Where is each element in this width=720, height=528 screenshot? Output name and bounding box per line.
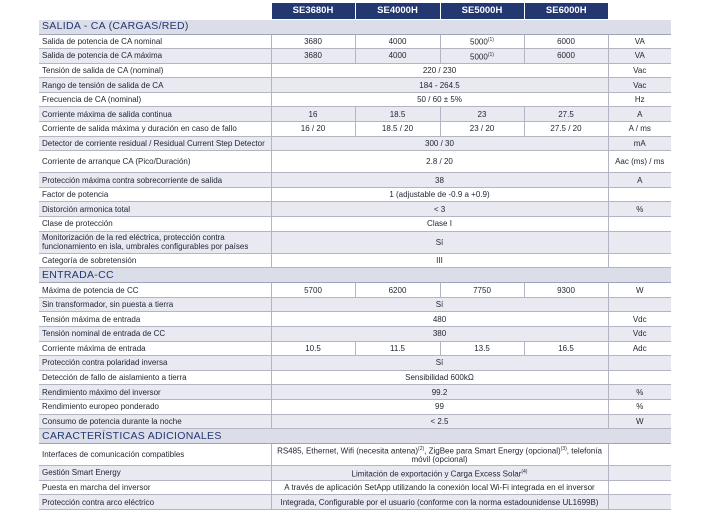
spec-value-text: 27.5 <box>558 109 574 119</box>
spec-value-text: 5000 <box>470 52 488 62</box>
spec-value-text: 23 / 20 <box>469 124 495 134</box>
spec-row <box>39 49 671 64</box>
spec-value-span: < 3 <box>271 202 608 217</box>
spec-row <box>39 202 671 217</box>
footnote-marker: (3) <box>560 445 567 452</box>
spec-value-span: 300 / 30 <box>271 136 608 151</box>
spec-unit <box>608 297 671 312</box>
spec-unit <box>608 466 671 481</box>
spec-value-text: 10.5 <box>305 343 321 353</box>
spec-label: Salida de potencia de CA nominal <box>39 34 271 49</box>
spec-label: Distorción armonica total <box>39 202 271 217</box>
spec-label: Protección contra arco eléctrico <box>39 495 271 510</box>
spec-value-span <box>271 444 608 466</box>
spec-value-span: Sí <box>271 356 608 371</box>
spec-row <box>39 187 671 202</box>
spec-unit: Vac <box>608 63 671 78</box>
spec-value <box>440 283 524 298</box>
spec-row <box>39 283 671 298</box>
spec-value-text: 23 <box>477 109 487 119</box>
spec-unit <box>608 187 671 202</box>
spec-label: Rendimiento europeo ponderado <box>39 399 271 414</box>
spec-label: Factor de potencia <box>39 187 271 202</box>
spec-unit <box>608 444 671 466</box>
spec-value-text: 9300 <box>557 285 575 295</box>
spec-sheet <box>39 3 671 510</box>
spec-label: Frecuencia de CA (nominal) <box>39 92 271 107</box>
spec-value <box>271 341 355 356</box>
spec-value-text: RS485, Ethernet, Wifi (necesita antena) <box>277 446 419 456</box>
spec-value-span: 184 - 264.5 <box>271 78 608 93</box>
spec-value-text: Limitación de exportación y Carga Excess Solar <box>351 469 522 479</box>
spec-unit <box>608 217 671 232</box>
spec-value-span: 99 <box>271 399 608 414</box>
spec-value <box>440 107 524 122</box>
spec-value <box>524 283 608 298</box>
spec-label: Rendimiento máximo del inversor <box>39 385 271 400</box>
spec-unit: Hz <box>608 92 671 107</box>
spec-row <box>39 297 671 312</box>
spec-row <box>39 253 671 268</box>
spec-unit: W <box>608 414 671 429</box>
model-header: SE3680H <box>271 3 355 19</box>
spec-value <box>271 283 355 298</box>
spec-unit <box>608 480 671 495</box>
spec-row <box>39 34 671 49</box>
section-title: SALIDA - CA (CARGAS/RED) <box>39 19 671 34</box>
section-header-row <box>39 429 671 444</box>
spec-label: Corriente máxima de salida continua <box>39 107 271 122</box>
spec-label: Corriente máxima de entrada <box>39 341 271 356</box>
spec-label: Monitorización de la red eléctrica, protección contra funcionamiento en isla, umbrales configurables por países <box>39 231 271 253</box>
spec-value-text: 6000 <box>557 51 575 61</box>
spec-unit <box>608 231 671 253</box>
spec-value-span: 380 <box>271 327 608 342</box>
spec-value-span: 220 / 230 <box>271 63 608 78</box>
spec-value-span: Sí <box>271 231 608 253</box>
spec-label: Detector de corriente residual / Residual Current Step Detector <box>39 136 271 151</box>
footnote-marker: (2) <box>418 445 425 452</box>
spec-unit: Aac (ms) / ms <box>608 151 671 173</box>
section-title: ENTRADA-CC <box>39 268 671 283</box>
spec-value-text: 3680 <box>304 36 322 46</box>
spec-label: Corriente de salida máxima y duración en caso de fallo <box>39 122 271 137</box>
spec-value-text: 16 <box>308 109 318 119</box>
spec-row <box>39 466 671 481</box>
spec-value-span: 2.8 / 20 <box>271 151 608 173</box>
spec-row <box>39 92 671 107</box>
spec-unit: VA <box>608 49 671 64</box>
spec-unit: % <box>608 202 671 217</box>
spec-value <box>355 122 440 137</box>
spec-label: Interfaces de comunicación compatibles <box>39 444 271 466</box>
spec-value-text: 11.5 <box>390 343 405 353</box>
spec-value-text: 5700 <box>304 285 322 295</box>
spec-value-text: 3680 <box>304 51 322 61</box>
spec-value-text: , telefonía móvil (opcional) <box>411 446 602 465</box>
spec-value <box>440 122 524 137</box>
spec-value <box>355 34 440 49</box>
spec-value-span: A través de aplicación SetApp utilizando la conexión local Wi-Fi integrada en el inversor <box>271 480 608 495</box>
spec-label: Categoría de sobretensión <box>39 253 271 268</box>
spec-value-span: 38 <box>271 173 608 188</box>
spec-value-text: 18.5 / 20 <box>381 124 414 134</box>
spec-value-span: Sí <box>271 297 608 312</box>
spec-value-text: 6200 <box>388 285 407 295</box>
spec-row <box>39 312 671 327</box>
spec-row <box>39 107 671 122</box>
spec-row <box>39 151 671 173</box>
spec-label: Corriente de arranque CA (Pico/Duración) <box>39 151 271 173</box>
spec-row <box>39 480 671 495</box>
spec-value-span: Clase I <box>271 217 608 232</box>
spec-value <box>440 49 524 64</box>
spec-value <box>355 49 440 64</box>
spec-value <box>440 34 524 49</box>
spec-row <box>39 231 671 253</box>
spec-value <box>524 107 608 122</box>
section-title: CARACTERÍSTICAS ADICIONALES <box>39 429 671 444</box>
spec-row <box>39 399 671 414</box>
model-header-row <box>39 3 671 19</box>
spec-row <box>39 341 671 356</box>
spec-row <box>39 370 671 385</box>
spec-value-span: 480 <box>271 312 608 327</box>
spec-label: Detección de fallo de aislamiento a tierra <box>39 370 271 385</box>
spec-unit: Vdc <box>608 312 671 327</box>
spec-row <box>39 173 671 188</box>
spec-label: Clase de protección <box>39 217 271 232</box>
spec-label: Sin transformador, sin puesta a tierra <box>39 297 271 312</box>
footnote-marker: (1) <box>487 51 494 58</box>
spec-value-span: Integrada, Configurable por el usuario (conforme con la norma estadounidense UL1699B) <box>271 495 608 510</box>
spec-row <box>39 414 671 429</box>
spec-value <box>355 107 440 122</box>
spec-label: Rango de tensión de salida de CA <box>39 78 271 93</box>
spec-label: Protección máxima contra sobrecorriente de salida <box>39 173 271 188</box>
model-header: SE5000H <box>440 3 524 19</box>
spec-unit: mA <box>608 136 671 151</box>
spec-unit: Vac <box>608 78 671 93</box>
spec-value-text: 4000 <box>388 36 407 46</box>
spec-unit: % <box>608 385 671 400</box>
spec-row <box>39 136 671 151</box>
spec-unit <box>608 370 671 385</box>
spec-unit: A <box>608 173 671 188</box>
header-blank-cell <box>39 3 271 19</box>
spec-value <box>524 122 608 137</box>
spec-unit: Vdc <box>608 327 671 342</box>
spec-value-text: 7750 <box>473 285 491 295</box>
spec-row <box>39 495 671 510</box>
spec-label: Tensión de salida de CA (nominal) <box>39 63 271 78</box>
spec-value-span: 1 (adjustable de -0.9 a +0.9) <box>271 187 608 202</box>
spec-row <box>39 122 671 137</box>
spec-unit: A <box>608 107 671 122</box>
section-header-row <box>39 19 671 34</box>
spec-unit: VA <box>608 34 671 49</box>
spec-label: Tensión nominal de entrada de CC <box>39 327 271 342</box>
spec-unit: W <box>608 283 671 298</box>
spec-label: Tensión máxima de entrada <box>39 312 271 327</box>
spec-label: Protección contra polaridad inversa <box>39 356 271 371</box>
spec-value-text: , ZigBee para Smart Energy (opcional) <box>424 446 561 456</box>
spec-row <box>39 385 671 400</box>
spec-row <box>39 63 671 78</box>
footnote-marker: (4) <box>521 468 528 475</box>
spec-row <box>39 78 671 93</box>
header-blank-cell <box>608 3 671 19</box>
spec-value-text: 13.5 <box>474 343 490 353</box>
spec-value <box>271 49 355 64</box>
spec-unit: % <box>608 399 671 414</box>
spec-label: Máxima de potencia de CC <box>39 283 271 298</box>
spec-value-text: 18.5 <box>389 109 406 119</box>
spec-value <box>271 107 355 122</box>
spec-value <box>524 49 608 64</box>
spec-value <box>355 283 440 298</box>
spec-label: Puesta en marcha del inversor <box>39 480 271 495</box>
spec-label: Consumo de potencia durante la noche <box>39 414 271 429</box>
spec-row <box>39 217 671 232</box>
spec-unit <box>608 253 671 268</box>
spec-value-text: 16 / 20 <box>300 124 326 134</box>
spec-value-span: 50 / 60 ± 5% <box>271 92 608 107</box>
spec-row <box>39 327 671 342</box>
spec-value-span: Sensibilidad 600kΩ <box>271 370 608 385</box>
spec-value <box>355 341 440 356</box>
spec-unit: Adc <box>608 341 671 356</box>
spec-value <box>524 341 608 356</box>
spec-unit <box>608 356 671 371</box>
spec-value-text: 5000 <box>470 37 488 47</box>
spec-row <box>39 356 671 371</box>
spec-value <box>271 34 355 49</box>
spec-unit: A / ms <box>608 122 671 137</box>
model-header: SE4000H <box>355 3 440 19</box>
spec-value-text: 6000 <box>557 36 575 46</box>
spec-value-span: < 2.5 <box>271 414 608 429</box>
footnote-marker: (1) <box>487 36 494 43</box>
spec-table <box>39 3 671 510</box>
spec-label: Salida de potencia de CA máxima <box>39 49 271 64</box>
spec-unit <box>608 495 671 510</box>
model-header: SE6000H <box>524 3 608 19</box>
spec-label: Gestión Smart Energy <box>39 466 271 481</box>
spec-value <box>440 341 524 356</box>
section-header-row <box>39 268 671 283</box>
spec-value-span <box>271 466 608 481</box>
spec-value-span: 99.2 <box>271 385 608 400</box>
spec-value-text: 16.5 <box>558 343 574 353</box>
spec-value-span: III <box>271 253 608 268</box>
spec-row <box>39 444 671 466</box>
spec-value-text: 27.5 / 20 <box>550 124 582 134</box>
spec-value-text: 4000 <box>388 51 407 61</box>
spec-value <box>524 34 608 49</box>
spec-value <box>271 122 355 137</box>
